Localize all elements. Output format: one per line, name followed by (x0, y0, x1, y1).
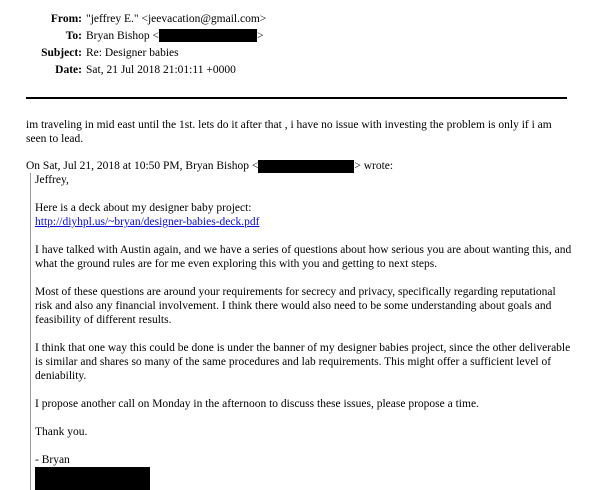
to-row (26, 27, 266, 44)
quoted-greeting: Jeffrey, (35, 174, 69, 186)
subject-label: Subject: (41, 46, 82, 59)
quoted-deck (35, 201, 574, 229)
email-body (26, 118, 574, 490)
subject-row (26, 44, 266, 61)
reply-text: im traveling in mid east until the 1st. lets do it after that , i have no issue with investing the problem is only if i am seen to lead. (26, 119, 552, 145)
quoted-para-1: I have talked with Austin again, and we have a series of questions about how serious you are about wanting this, and what the ground rules are for me even exploring this with you and getting to next steps. (35, 244, 572, 270)
to-value-prefix: Bryan Bishop < (86, 29, 159, 42)
quoted-signoff: - Bryan (35, 454, 70, 466)
quoted-deck-line: Here is a deck about my designer baby project: (35, 202, 252, 214)
date-value: Sat, 21 Jul 2018 21:01:11 +0000 (86, 63, 236, 76)
quoted-message (30, 173, 574, 490)
quote-intro-prefix: On Sat, Jul 21, 2018 at 10:50 PM, Bryan Bishop < (26, 160, 259, 172)
quoted-para-2: Most of these questions are around your requirements for secrecy and privacy, specifically regarding reputational risk and also any financial involvement. I think there would also need to be some understanding about goals and feasibility of different results. (35, 286, 556, 326)
to-label: To: (65, 29, 82, 42)
from-value: "jeffrey E." <jeevacation@gmail.com> (86, 12, 267, 25)
quote-intro-suffix: > wrote: (354, 160, 394, 172)
redaction-block (258, 160, 354, 173)
quoted-para-4: I propose another call on Monday in the afternoon to discuss these issues, please propose a time. (35, 398, 479, 410)
redaction-block (159, 29, 257, 42)
subject-value: Re: Designer babies (86, 46, 179, 59)
header-divider (26, 97, 567, 99)
to-value (86, 29, 263, 43)
from-label: From: (50, 12, 82, 25)
from-row (26, 10, 266, 27)
to-value-suffix: > (256, 29, 264, 42)
quoted-thanks: Thank you. (35, 426, 88, 438)
redaction-block (35, 467, 150, 490)
deck-link[interactable]: http://diyhpl.us/~bryan/designer-babies-deck.pdf (35, 216, 260, 228)
date-row (26, 61, 266, 78)
email-header (26, 10, 266, 78)
quote-intro (26, 159, 574, 173)
quoted-para-3: I think that one way this could be done is under the banner of my designer babies project, since the other deliverable is similar and shares so many of the same procedures and lab requirements. This might offer a sufficient level of deniability. (35, 342, 571, 382)
date-label: Date: (55, 63, 82, 76)
